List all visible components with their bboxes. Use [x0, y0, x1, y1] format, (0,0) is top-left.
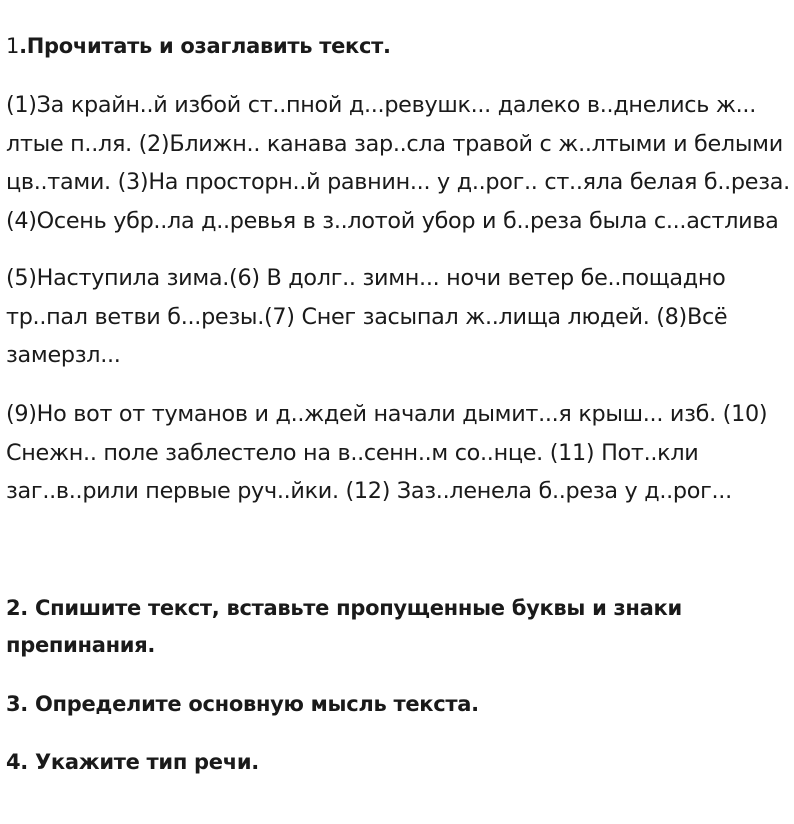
paragraph-line: (5)Наступила зима.(6) В долг.. зимн... ночи ветер бе..пощадно: [6, 265, 726, 291]
paragraph-line: тр..пал ветви б...резы.(7) Снег засыпал ж..лища людей. (8)Всё: [6, 303, 728, 330]
paragraph-line: (1)За крайн..й избой ст..пной д...ревушк... далеко в..днелись ж...: [6, 92, 757, 118]
task-2-line: препинания.: [6, 633, 156, 657]
paragraph-line: (4)Осень убр..ла д..ревья в з..лотой убор и б..реза была с...астлива: [6, 207, 779, 234]
paragraph-line: (9)Но вот от туманов и д..ждей начали дымит...я крыш... изб. (10): [6, 401, 768, 427]
paragraph-line: замерзл...: [6, 342, 121, 368]
paragraph-line: заг..в..рили первые руч..йки. (12) Заз..ленела б..реза у д..рог...: [6, 478, 732, 504]
task-1-number: 1: [6, 34, 20, 58]
task-2-line: 2. Спишите текст, вставьте пропущенные буквы и знаки: [6, 596, 682, 620]
text-paragraph-1: [6, 86, 790, 240]
text-paragraph-3: [6, 395, 767, 511]
task-1-heading: [6, 30, 391, 62]
text-paragraph-2: [6, 259, 727, 375]
task-1-title: .Прочитать и озаглавить текст.: [19, 34, 391, 58]
paragraph-line: Снежн.. поле заблестело на в..сенн..м со..нце. (11) Пот..кли: [6, 439, 699, 466]
paragraph-line: лтые п..ля. (2)Ближн.. канава зар..сла травой с ж..лтыми и белыми: [6, 130, 783, 157]
task-4-text: 4. Укажите тип речи.: [6, 750, 259, 774]
paragraph-line: цв..тами. (3)На просторн..й равнин... у д..рог.. ст..яла белая б..реза.: [6, 169, 790, 195]
task-3: [6, 686, 479, 723]
task-4: [6, 744, 259, 781]
task-3-text: 3. Определите основную мысль текста.: [6, 692, 479, 716]
task-2: [6, 590, 682, 664]
